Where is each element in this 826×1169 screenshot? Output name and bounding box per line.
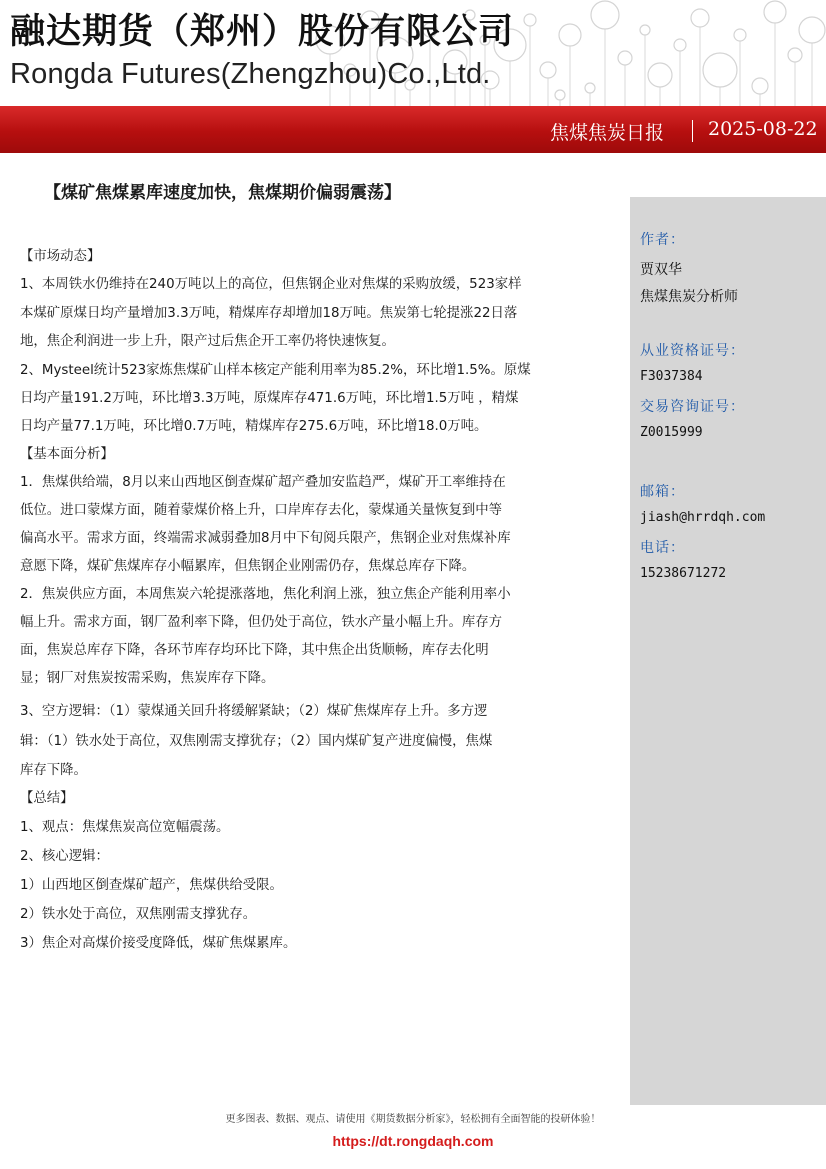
consult-label: 交易咨询证号： — [640, 399, 745, 415]
decorative-circle — [618, 51, 632, 65]
body-line: 1）山西地区倒查煤矿超产，焦煤供给受限。 — [20, 878, 283, 893]
decorative-circle — [734, 29, 746, 41]
decorative-circle — [585, 83, 595, 93]
report-headline: 【煤矿焦煤累库速度加快，焦煤期价偏弱震荡】 — [44, 183, 401, 203]
page-header — [0, 0, 826, 106]
body-line: 辑：（1）铁水处于高位，双焦刚需支撑犹存；（2）国内煤矿复产进度偏慢，焦煤 — [20, 734, 493, 749]
section-heading: 【市场动态】 — [20, 249, 101, 264]
report-title: 焦煤焦炭日报 — [549, 122, 664, 144]
consult-number: Z0015999 — [640, 425, 703, 440]
body-line: 1、观点：焦煤焦炭高位宽幅震荡。 — [20, 820, 230, 835]
author-label: 作者： — [640, 232, 685, 248]
author-title: 焦煤焦炭分析师 — [640, 289, 738, 305]
decorative-circle — [788, 48, 802, 62]
body-line: 3）焦企对高煤价接受度降低，煤矿焦煤累库。 — [20, 936, 297, 951]
body-line: 3、空方逻辑：（1）蒙煤通关回升将缓解紧缺；（2）煤矿焦煤库存上升。多方逻 — [20, 704, 488, 719]
body-line: 2、核心逻辑： — [20, 849, 109, 864]
body-line: 偏高水平。需求方面，终端需求减弱叠加8月中下旬阅兵限产，焦钢企业对焦煤补库 — [20, 531, 511, 546]
body-line: 地，焦企利润进一步上升，限产过后焦企开工率仍将快速恢复。 — [20, 334, 395, 349]
phone-label: 电话： — [640, 540, 685, 556]
body-line: 2、Mysteel统计523家炼焦煤矿山样本核定产能利用率为85.2%，环比增1.5%。原煤 — [20, 363, 531, 378]
body-line: 幅上升。需求方面，钢厂盈利率下降，但仍处于高位，铁水产量小幅上升。库存方 — [20, 615, 503, 630]
qualification-number: F3037384 — [640, 369, 703, 384]
body-line: 显；钢厂对焦炭按需采购，焦炭库存下降。 — [20, 671, 275, 686]
decorative-circle — [799, 17, 825, 43]
decorative-circle — [764, 1, 786, 23]
report-date: 2025-08-22 — [708, 118, 818, 140]
decorative-circle — [691, 9, 709, 27]
decorative-circle — [648, 63, 672, 87]
body-line: 日均产量191.2万吨，环比增3.3万吨，原煤库存471.6万吨，环比增1.5万吨 ，精煤 — [20, 391, 519, 406]
decorative-circle — [752, 78, 768, 94]
footer-link[interactable]: https://dt.rongdaqh.com — [332, 1133, 494, 1149]
decorative-circle — [540, 62, 556, 78]
company-name-en: Rongda Futures(Zhengzhou)Co.,Ltd. — [10, 58, 491, 90]
body-line: 本煤矿原煤日均产量增加3.3万吨，精煤库存却增加18万吨。焦炭第七轮提涨22日落 — [20, 306, 518, 321]
phone-number: 15238671272 — [640, 566, 727, 581]
body-line: 日均产量77.1万吨，环比增0.7万吨，精煤库存275.6万吨，环比增18.0万吨。 — [20, 419, 488, 434]
footer-note: 更多图表、数据、观点、请使用《期货数据分析家》，轻松拥有全面智能的投研体验！ — [225, 1114, 601, 1125]
body-line: 面，焦炭总库存下降，各环节库存均环比下降，其中焦企出货顺畅，库存去化明 — [20, 643, 489, 658]
section-heading: 【基本面分析】 — [20, 447, 114, 462]
body-line: 1、本周铁水仍维持在240万吨以上的高位，但焦钢企业对焦煤的采购放缓，523家样 — [20, 277, 522, 292]
qualification-label: 从业资格证号： — [640, 343, 745, 359]
report-title-bar — [0, 106, 826, 153]
decorative-circle — [674, 39, 686, 51]
body-line: 低位。进口蒙煤方面，随着蒙煤价格上升，口岸库存去化，蒙煤通关量恢复到中等 — [20, 503, 503, 518]
body-line: 意愿下降，煤矿焦煤库存小幅累库，但焦钢企业刚需仍存，焦煤总库存下降。 — [20, 559, 476, 574]
author-sidebar — [630, 197, 826, 1105]
body-line: 1．焦煤供给端，8月以来山西地区倒查煤矿超产叠加安监趋严，煤矿开工率维持在 — [20, 475, 506, 490]
decorative-circle — [640, 25, 650, 35]
email-address[interactable]: jiash@hrrdqh.com — [640, 510, 766, 525]
body-line: 2．焦炭供应方面，本周焦炭六轮提涨落地，焦化利润上涨，独立焦企产能利用率小 — [20, 587, 511, 602]
company-name-cn: 融达期货（郑州）股份有限公司 — [10, 12, 515, 52]
decorative-circle — [559, 24, 581, 46]
decorative-circle — [591, 1, 619, 29]
email-label: 邮箱： — [640, 484, 685, 500]
decorative-circle — [555, 90, 565, 100]
author-name: 贾双华 — [640, 262, 682, 278]
title-separator — [692, 120, 693, 142]
decorative-circle — [703, 53, 737, 87]
decorative-circle — [524, 14, 536, 26]
section-heading: 【总结】 — [20, 791, 74, 806]
body-line: 库存下降。 — [20, 763, 87, 778]
body-line: 2）铁水处于高位，双焦刚需支撑犹存。 — [20, 907, 257, 922]
